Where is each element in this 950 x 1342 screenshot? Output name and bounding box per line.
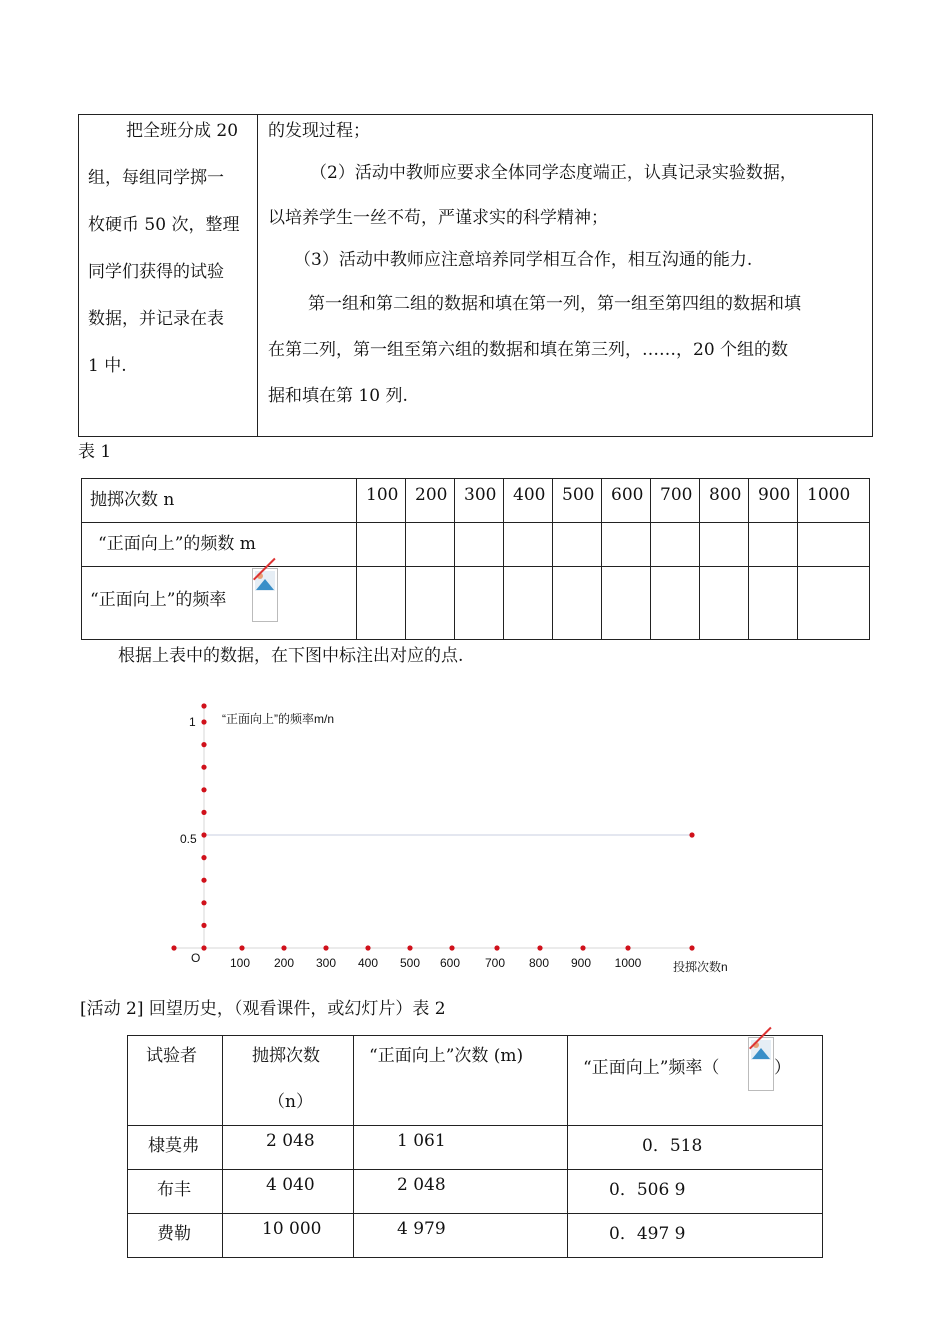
table2-cell: 0．497 9 [609, 1224, 686, 1244]
table2-cell: 0．506 9 [609, 1180, 686, 1200]
table1-col-header: 800 [709, 485, 742, 505]
x-tick-label: 700 [484, 956, 506, 970]
x-axis-tick-point [407, 945, 412, 950]
table2-row-divider [127, 1125, 822, 1126]
x-tick-label: 500 [399, 956, 421, 970]
activity-right-line: （2）活动中教师应要求全体同学态度端正，认真记录实验数据， [310, 163, 797, 183]
table2-row-divider [127, 1213, 822, 1214]
activity-left-line: 数据，并记录在表 [88, 309, 224, 329]
x-tick-label: 800 [528, 956, 550, 970]
table2-row-divider [127, 1169, 822, 1170]
table1-col-header: 300 [464, 485, 497, 505]
x-tick-label: 100 [229, 956, 251, 970]
x-tick-label: 400 [357, 956, 379, 970]
table1-col-header: 500 [562, 485, 595, 505]
table1-row-label: “正面向上”的频率 [90, 590, 227, 610]
y-axis-tick-point [201, 923, 206, 928]
table2-cell: 4 040 [266, 1175, 315, 1195]
y-axis-tick-point [201, 719, 206, 724]
x-axis-tick-point [171, 945, 176, 950]
table2-cell: 2 048 [266, 1131, 315, 1151]
activity-right-line: 第一组和第二组的数据和填在第一列，第一组至第四组的数据和填 [308, 294, 801, 314]
table2-cell: 2 048 [397, 1175, 446, 1195]
table1-row-label: “正面向上”的频数 m [98, 534, 256, 554]
y-axis-tick-point [201, 855, 206, 860]
activity-left-line: 枚硬币 50 次，整理 [88, 215, 240, 235]
x-axis-tick-point [365, 945, 370, 950]
chart-title: “正面向上”的频率m/n [222, 712, 334, 726]
table2-col-divider [567, 1035, 568, 1257]
x-axis-tick-point [537, 945, 542, 950]
x-tick-label: 1000 [614, 956, 642, 970]
x-axis-tick-point [689, 945, 694, 950]
y-axis-tick-point [201, 832, 206, 837]
activity-left-line: 同学们获得的试验 [88, 262, 224, 282]
table1-col-header: 1000 [807, 485, 851, 505]
x-tick-label: 300 [315, 956, 337, 970]
table2-cell: 费勒 [157, 1224, 191, 1244]
activity-right-line: （3）活动中教师应注意培养同学相互合作，相互沟通的能力. [294, 250, 753, 270]
y-axis-tick-point [201, 878, 206, 883]
table2-cell: 棣莫弗 [148, 1136, 199, 1156]
x-axis-label: 投掷次数n [673, 960, 728, 974]
reference-line-end-point [689, 832, 694, 837]
table2-cell: 布丰 [157, 1180, 191, 1200]
y-axis-tick-point [201, 765, 206, 770]
x-tick-label: 200 [273, 956, 295, 970]
table2-col-divider [353, 1035, 354, 1257]
x-axis-tick-point [323, 945, 328, 950]
table2-cell: 0．518 [642, 1136, 703, 1156]
table1-col-header: 200 [415, 485, 448, 505]
origin-point [201, 945, 206, 950]
table2-header-frequency: “正面向上”频率（ [583, 1058, 720, 1078]
x-axis-tick-point [580, 945, 585, 950]
activity2-heading: [活动 2] 回望历史，（观看课件，或幻灯片）表 2 [80, 999, 446, 1019]
instruction-text: 根据上表中的数据，在下图中标注出对应的点. [118, 646, 464, 666]
activity-left-line: 把全班分成 20 [126, 121, 239, 141]
table2-header-throws-n: （n） [268, 1092, 313, 1112]
x-axis-tick-point [494, 945, 499, 950]
y-axis-tick-point [201, 742, 206, 747]
table2-header-throws: 抛掷次数 [252, 1046, 320, 1066]
x-axis-tick-point [239, 945, 244, 950]
activity-right-line: 据和填在第 10 列. [268, 386, 408, 406]
y-tick-label: 0.5 [180, 832, 197, 846]
table1-col-header: 600 [611, 485, 644, 505]
table2-header-heads-count: “正面向上”次数 (m) [369, 1046, 524, 1066]
x-tick-label: 600 [439, 956, 461, 970]
table1-col-header: 100 [366, 485, 399, 505]
y-axis-tick-point [201, 703, 206, 708]
x-axis-tick-point [449, 945, 454, 950]
table2-header-tester: 试验者 [146, 1046, 197, 1066]
table1-row-label: 抛掷次数 n [90, 490, 175, 510]
table1-caption: 表 1 [78, 442, 112, 462]
x-tick-label: 900 [570, 956, 592, 970]
activity-right-line: 的发现过程； [268, 121, 370, 141]
table2-cell: 1 061 [397, 1131, 446, 1151]
activity-left-line: 组，每组同学掷一 [88, 168, 224, 188]
table1-col-header: 700 [660, 485, 693, 505]
x-axis-tick-point [281, 945, 286, 950]
table2-cell: 10 000 [262, 1219, 322, 1239]
y-tick-label: 1 [189, 715, 196, 729]
table2-header-frequency-close: ） [774, 1058, 791, 1078]
table2-col-divider [222, 1035, 223, 1257]
x-axis-tick-point [625, 945, 630, 950]
table2-cell: 4 979 [397, 1219, 446, 1239]
y-axis-tick-point [201, 787, 206, 792]
y-axis-tick-point [201, 900, 206, 905]
table1-col-header: 400 [513, 485, 546, 505]
activity-right-line: 以培养学生一丝不苟，严谨求实的科学精神； [268, 208, 608, 228]
origin-label: O [191, 951, 201, 965]
activity-left-line: 1 中. [88, 356, 127, 376]
y-axis-tick-point [201, 810, 206, 815]
table1-col-header: 900 [758, 485, 791, 505]
activity-right-line: 在第二列，第一组至第六组的数据和填在第三列，……，20 个组的数 [268, 340, 789, 360]
image-placeholder-icon [748, 1037, 774, 1091]
